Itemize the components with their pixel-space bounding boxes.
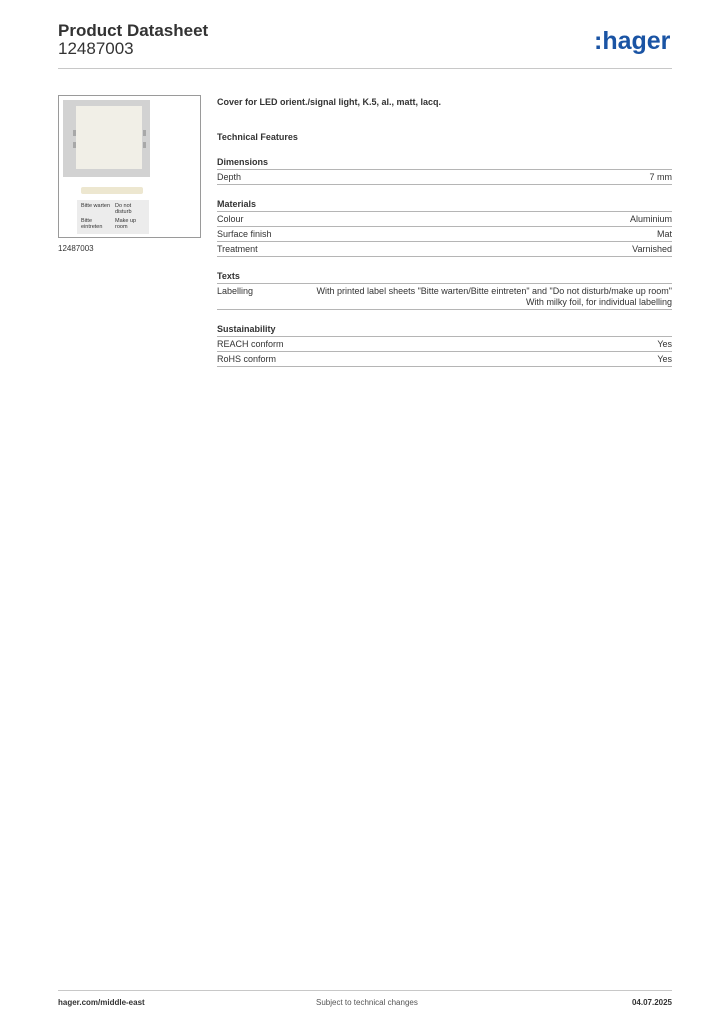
- cover-clip: [73, 130, 76, 136]
- feature-label: Treatment: [217, 244, 258, 254]
- label-bitte-warten: Bitte warten: [81, 203, 111, 209]
- feature-row: [217, 337, 672, 352]
- label-sheet: [77, 200, 149, 234]
- feature-value: [657, 354, 672, 365]
- feature-value: [657, 339, 672, 350]
- header-divider: [58, 68, 672, 69]
- footer-notice: Subject to technical changes: [316, 998, 418, 1007]
- technical-features-heading: Technical Features: [217, 132, 298, 142]
- feature-label: Surface finish: [217, 229, 272, 239]
- milky-foil-strip: [81, 187, 143, 194]
- footer-website: hager.com/middle-east: [58, 998, 145, 1007]
- feature-value-line: 7 mm: [649, 172, 672, 182]
- feature-row: [217, 212, 672, 227]
- hager-logo: [594, 28, 674, 56]
- section-dimensions: [217, 156, 672, 185]
- feature-row: [217, 284, 672, 310]
- feature-row: [217, 242, 672, 257]
- footer-divider: [58, 990, 672, 991]
- label-bitte-eintreten: Bitte eintreten: [81, 218, 103, 230]
- feature-label: RoHS conform: [217, 354, 277, 364]
- feature-row: [217, 227, 672, 242]
- product-description: Cover for LED orient./signal light, K.5, al., matt, lacq.: [217, 97, 442, 107]
- section-sustainability: [217, 323, 672, 367]
- feature-value: [630, 214, 672, 225]
- section-materials: [217, 198, 672, 257]
- section-title: Materials: [217, 198, 672, 212]
- image-caption: 12487003: [58, 244, 94, 253]
- feature-value-line: Yes: [657, 339, 672, 349]
- feature-value-line: Yes: [657, 354, 672, 364]
- feature-label: Labelling: [217, 286, 254, 296]
- cover-clip: [143, 142, 146, 148]
- feature-value: [657, 229, 672, 240]
- feature-label: Depth: [217, 172, 242, 182]
- feature-value-line: With printed label sheets "Bitte warten/Bitte eintreten" and "Do not disturb/make up room": [316, 286, 672, 296]
- section-title: Dimensions: [217, 156, 672, 170]
- cover-clip: [143, 130, 146, 136]
- section-title: Sustainability: [217, 323, 672, 337]
- feature-value-line: With milky foil, for individual labelling: [525, 297, 672, 307]
- label-do-not-disturb: Do not disturb: [115, 203, 132, 215]
- feature-value-line: Mat: [656, 229, 672, 239]
- datasheet-content: [217, 96, 672, 367]
- feature-sections: [217, 156, 672, 367]
- feature-value: [650, 172, 673, 183]
- page-title: Product Datasheet: [58, 21, 209, 40]
- feature-row: [217, 170, 672, 185]
- product-image: [58, 95, 201, 238]
- section-title: Texts: [217, 270, 672, 284]
- feature-label: Colour: [217, 214, 244, 224]
- label-make-up-room: Make up room: [115, 218, 137, 230]
- section-texts: [217, 270, 672, 310]
- product-number: 12487003: [58, 39, 134, 58]
- feature-value: [632, 244, 672, 255]
- feature-row: [217, 352, 672, 367]
- feature-label: REACH conform: [217, 339, 284, 349]
- feature-value-line: Varnished: [632, 244, 672, 254]
- logo-text: :hager: [594, 28, 671, 55]
- footer-date: 04.07.2025: [631, 998, 672, 1007]
- feature-value: [317, 286, 672, 308]
- cover-plate: [76, 106, 142, 169]
- feature-value-line: Aluminium: [629, 214, 672, 224]
- cover-clip: [73, 142, 76, 148]
